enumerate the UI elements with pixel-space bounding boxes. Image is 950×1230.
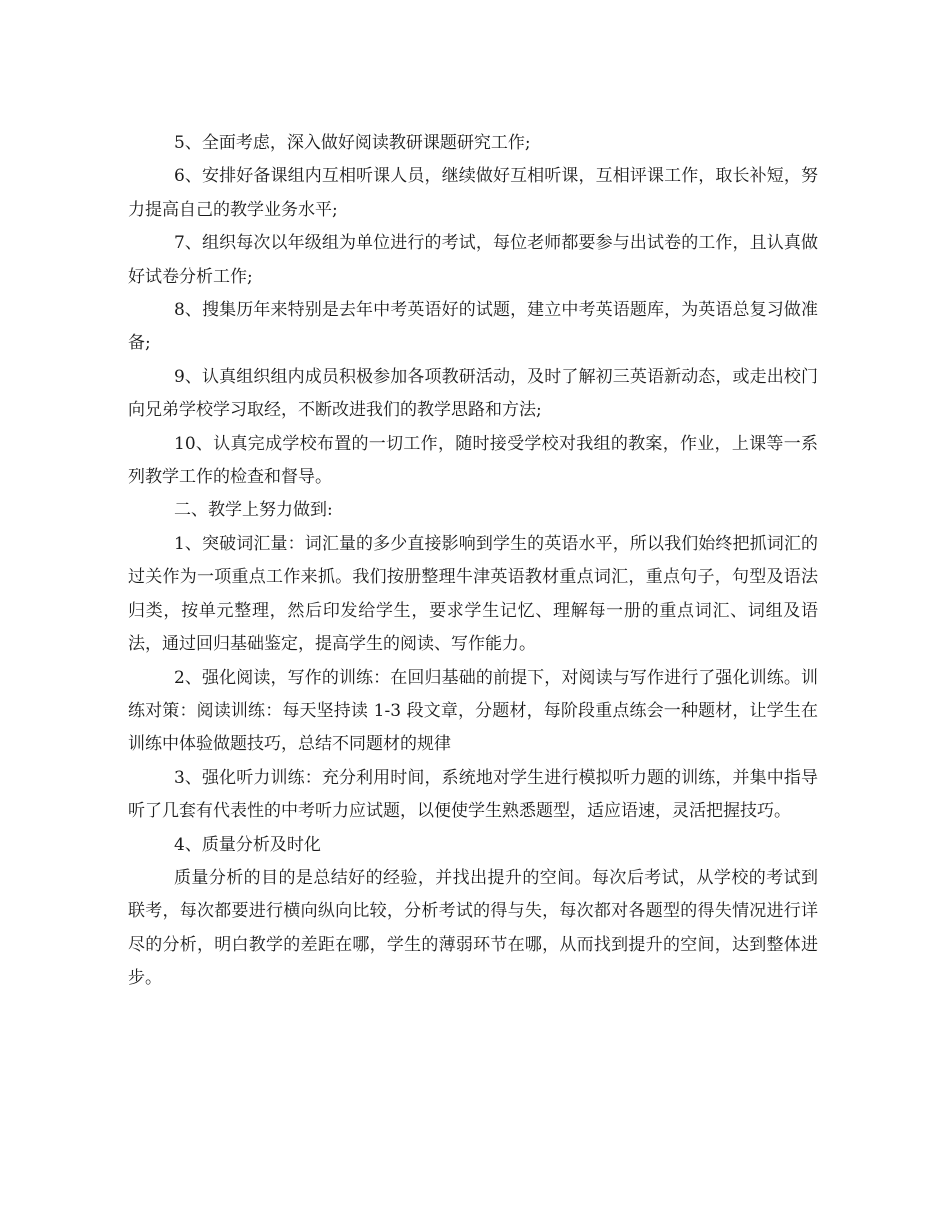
paragraph-vocabulary: 1、突破词汇量：词汇量的多少直接影响到学生的英语水平，所以我们始终把抓词汇的过关作为一项重点工作来抓。我们按册整理牛津英语教材重点词汇，重点句子，句型及语法归类，按单元整理，然后印发给学生，要求学生记忆、理解每一册的重点词汇、词组及语法，通过回归基础鉴定，提高学生的阅读、写作能力。 bbox=[128, 533, 818, 655]
paragraph-item-6: 6、安排好备课组内互相听课人员，继续做好互相听课，互相评课工作，取长补短，努力提高自己的教学业务水平; bbox=[128, 166, 818, 220]
paragraph-listening: 3、强化听力训练：充分利用时间，系统地对学生进行模拟听力题的训练，并集中指导听了几套有代表性的中考听力应试题，以便使学生熟悉题型，适应语速，灵活把握技巧。 bbox=[128, 767, 818, 822]
document-body bbox=[128, 127, 818, 996]
paragraph-quality-analysis: 质量分析的目的是总结好的经验，并找出提升的空间。每次后考试，从学校的考试到联考，每次都要进行横向纵向比较，分析考试的得与失，每次都对各题型的得失情况进行详尽的分析，明白教学的差距在哪，学生的薄弱环节在哪，从而找到提升的空间，达到整体进步。 bbox=[128, 867, 818, 989]
section-heading-teaching: 二、教学上努力做到: bbox=[174, 500, 333, 521]
paragraph-item-10: 10、认真完成学校布置的一切工作，随时接受学校对我组的教案，作业，上课等一系列教学工作的检查和督导。 bbox=[128, 433, 818, 488]
paragraph-reading-writing: 2、强化阅读，写作的训练：在回归基础的前提下，对阅读与写作进行了强化训练。训练对策：阅读训练：每天坚持读 1-3 段文章，分题材，每阶段重点练会一种题材，让学生在训练中体验做题技巧，总结不同题材的规律 bbox=[128, 667, 818, 755]
subheading-quality-analysis: 4、质量分析及时化 bbox=[174, 834, 321, 855]
paragraph-item-9: 9、认真组织组内成员积极参加各项教研活动，及时了解初三英语新动态，或走出校门向兄弟学校学习取经，不断改进我们的教学思路和方法; bbox=[128, 366, 818, 421]
paragraph-item-5: 5、全面考虑，深入做好阅读教研课题研究工作; bbox=[174, 133, 531, 153]
paragraph-item-8: 8、搜集历年来特别是去年中考英语好的试题，建立中考英语题库，为英语总复习做准备; bbox=[128, 300, 818, 354]
paragraph-item-7: 7、组织每次以年级组为单位进行的考试，每位老师都要参与出试卷的工作，且认真做好试卷分析工作; bbox=[128, 233, 818, 287]
